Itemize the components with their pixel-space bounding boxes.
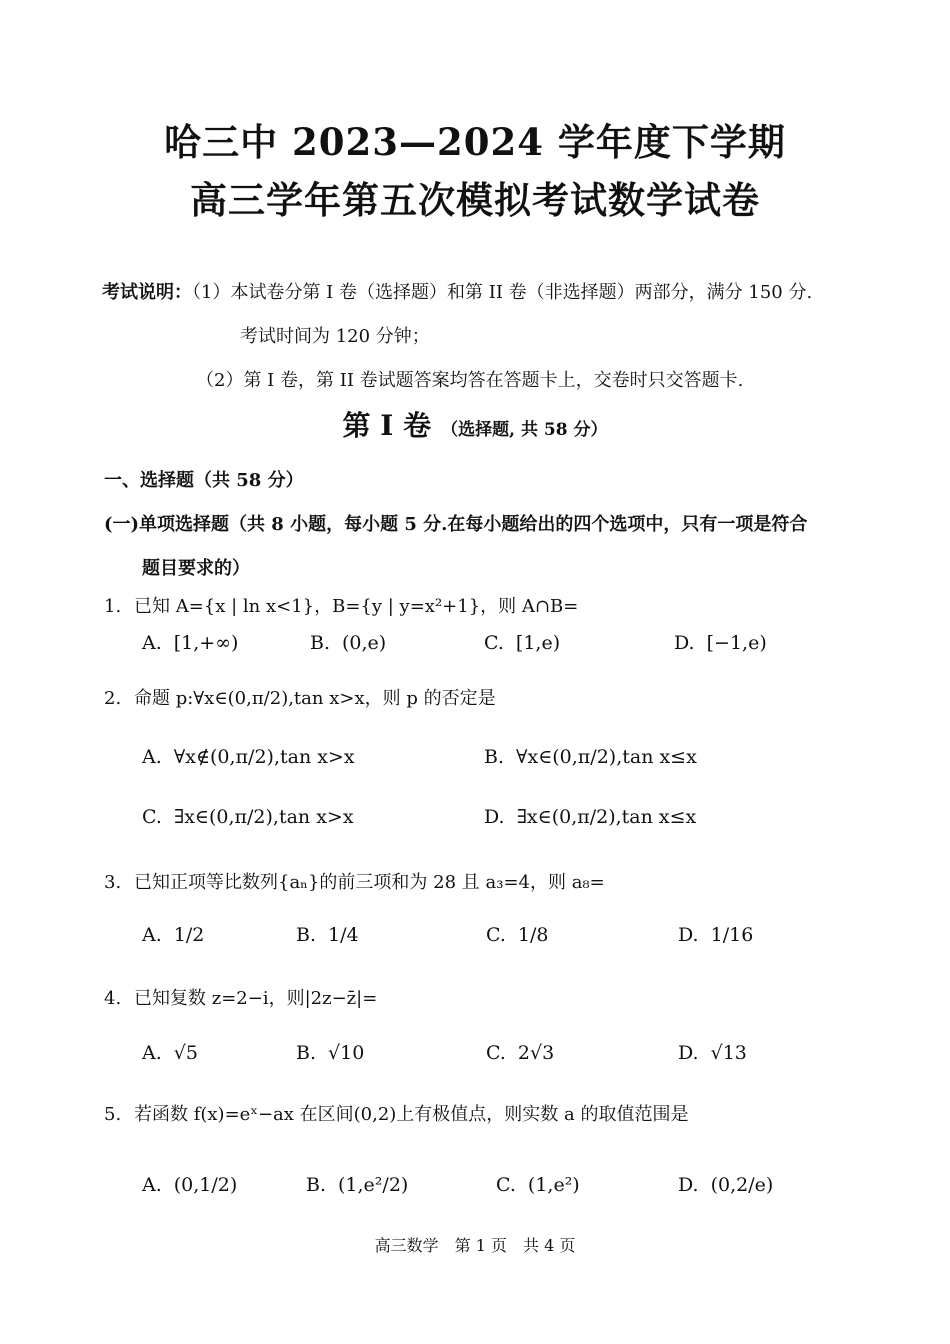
option-label: B. [310,632,331,654]
option-text: [1,e) [515,632,561,654]
section-subtitle: （选择题, 共 58 分） [441,420,608,440]
title-line2: 高三学年第五次模拟考试数学试卷 [190,178,760,222]
q5-option-a[interactable] [142,1174,237,1196]
part1-sub-line2: 题目要求的） [142,558,250,579]
option-text: 2√3 [517,1042,555,1064]
option-label: A. [142,632,162,654]
part1-title: 一、选择题（共 58 分） [104,470,304,491]
question-stem: 已知复数 z=2−i，则|2z−z̄|= [134,988,378,1009]
option-text: ∃x∈(0,π/2),tan x≤x [516,806,697,828]
option-label: D. [674,632,695,654]
option-label: C. [486,924,506,946]
q4-option-d[interactable] [678,1042,747,1064]
q2-option-a[interactable] [142,746,355,768]
q2-option-c[interactable] [142,806,354,828]
instructions-line2: 考试时间为 120 分钟； [240,326,430,347]
option-label: D. [678,1174,699,1196]
option-label: A. [142,746,162,768]
q2-option-b[interactable] [484,746,697,768]
question-stem: 若函数 f(x)=eˣ−ax 在区间(0,2)上有极值点，则实数 a 的取值范围是 [134,1104,689,1125]
option-label: B. [306,1174,327,1196]
section-title: 第 I 卷 [342,409,432,442]
option-text: √13 [710,1042,747,1064]
option-text: [1,+∞) [173,632,239,654]
option-text: √5 [173,1042,198,1064]
q4-option-b[interactable] [296,1042,364,1064]
instructions-text1: （1）本试卷分第 I 卷（选择题）和第 II 卷（非选择题）两部分，满分 150 分. [192,282,813,303]
question-number: 2. [104,688,122,709]
q5-option-d[interactable] [678,1174,773,1196]
question-4 [104,984,377,1010]
question-stem: 已知 A={x | ln x<1}，B={y | y=x²+1}，则 A∩B= [134,596,579,617]
option-label: A. [142,924,162,946]
option-label: B. [296,1042,317,1064]
q1-option-b[interactable] [310,632,386,654]
option-label: C. [486,1042,506,1064]
option-label: D. [678,924,699,946]
question-stem: 已知正项等比数列{aₙ}的前三项和为 28 且 a₃=4，则 a₈= [134,872,605,893]
question-1 [104,592,578,618]
question-3 [104,868,605,894]
question-number: 3. [104,872,122,893]
option-text: 1/8 [517,924,549,946]
q3-option-b[interactable] [296,924,359,946]
q3-option-c[interactable] [486,924,548,946]
option-text: (0,1/2) [173,1174,238,1196]
option-text: 1/16 [710,924,754,946]
q5-option-c[interactable] [496,1174,580,1196]
option-text: (0,e) [342,632,387,654]
option-label: B. [296,924,317,946]
q2-option-d[interactable] [484,806,696,828]
q5-option-b[interactable] [306,1174,408,1196]
q4-option-c[interactable] [486,1042,554,1064]
question-number: 5. [104,1104,122,1125]
option-text: 1/4 [328,924,359,946]
option-label: C. [484,632,504,654]
question-5 [104,1100,688,1126]
option-text: ∀x∈(0,π/2),tan x≤x [516,746,697,768]
option-text: √10 [328,1042,365,1064]
option-text: ∀x∉(0,π/2),tan x>x [173,746,355,768]
question-stem: 命题 p:∀x∈(0,π/2),tan x>x，则 p 的否定是 [134,688,496,709]
question-number: 4. [104,988,122,1009]
option-text: ∃x∈(0,π/2),tan x>x [173,806,354,828]
option-text: 1/2 [173,924,205,946]
option-label: A. [142,1174,162,1196]
instructions-line3: （2）第 I 卷，第 II 卷试题答案均答在答题卡上，交卷时只交答题卡. [196,370,744,391]
option-text: (1,e²) [527,1174,580,1196]
q3-option-a[interactable] [142,924,204,946]
option-label: D. [678,1042,699,1064]
option-text: [−1,e) [706,632,767,654]
option-text: (1,e²/2) [338,1174,409,1196]
page-footer: 高三数学 第 1 页 共 4 页 [374,1236,576,1255]
q1-option-a[interactable] [142,632,238,654]
title-line1: 哈三中 2023—2024 学年度下学期 [164,120,786,164]
q3-option-d[interactable] [678,924,753,946]
question-2 [104,684,496,710]
option-text: (0,2/e) [710,1174,774,1196]
section-heading [0,404,950,444]
q4-option-a[interactable] [142,1042,198,1064]
option-label: B. [484,746,505,768]
part1-sub-line1: (一)单项选择题（共 8 小题，每小题 5 分.在每小题给出的四个选项中，只有一项是符合 [104,514,808,535]
instructions-line1 [102,278,812,304]
option-label: C. [496,1174,516,1196]
option-label: A. [142,1042,162,1064]
question-number: 1. [104,596,122,617]
q1-option-d[interactable] [674,632,767,654]
option-label: D. [484,806,505,828]
option-label: C. [142,806,162,828]
instructions-label: 考试说明： [102,282,192,303]
q1-option-c[interactable] [484,632,560,654]
